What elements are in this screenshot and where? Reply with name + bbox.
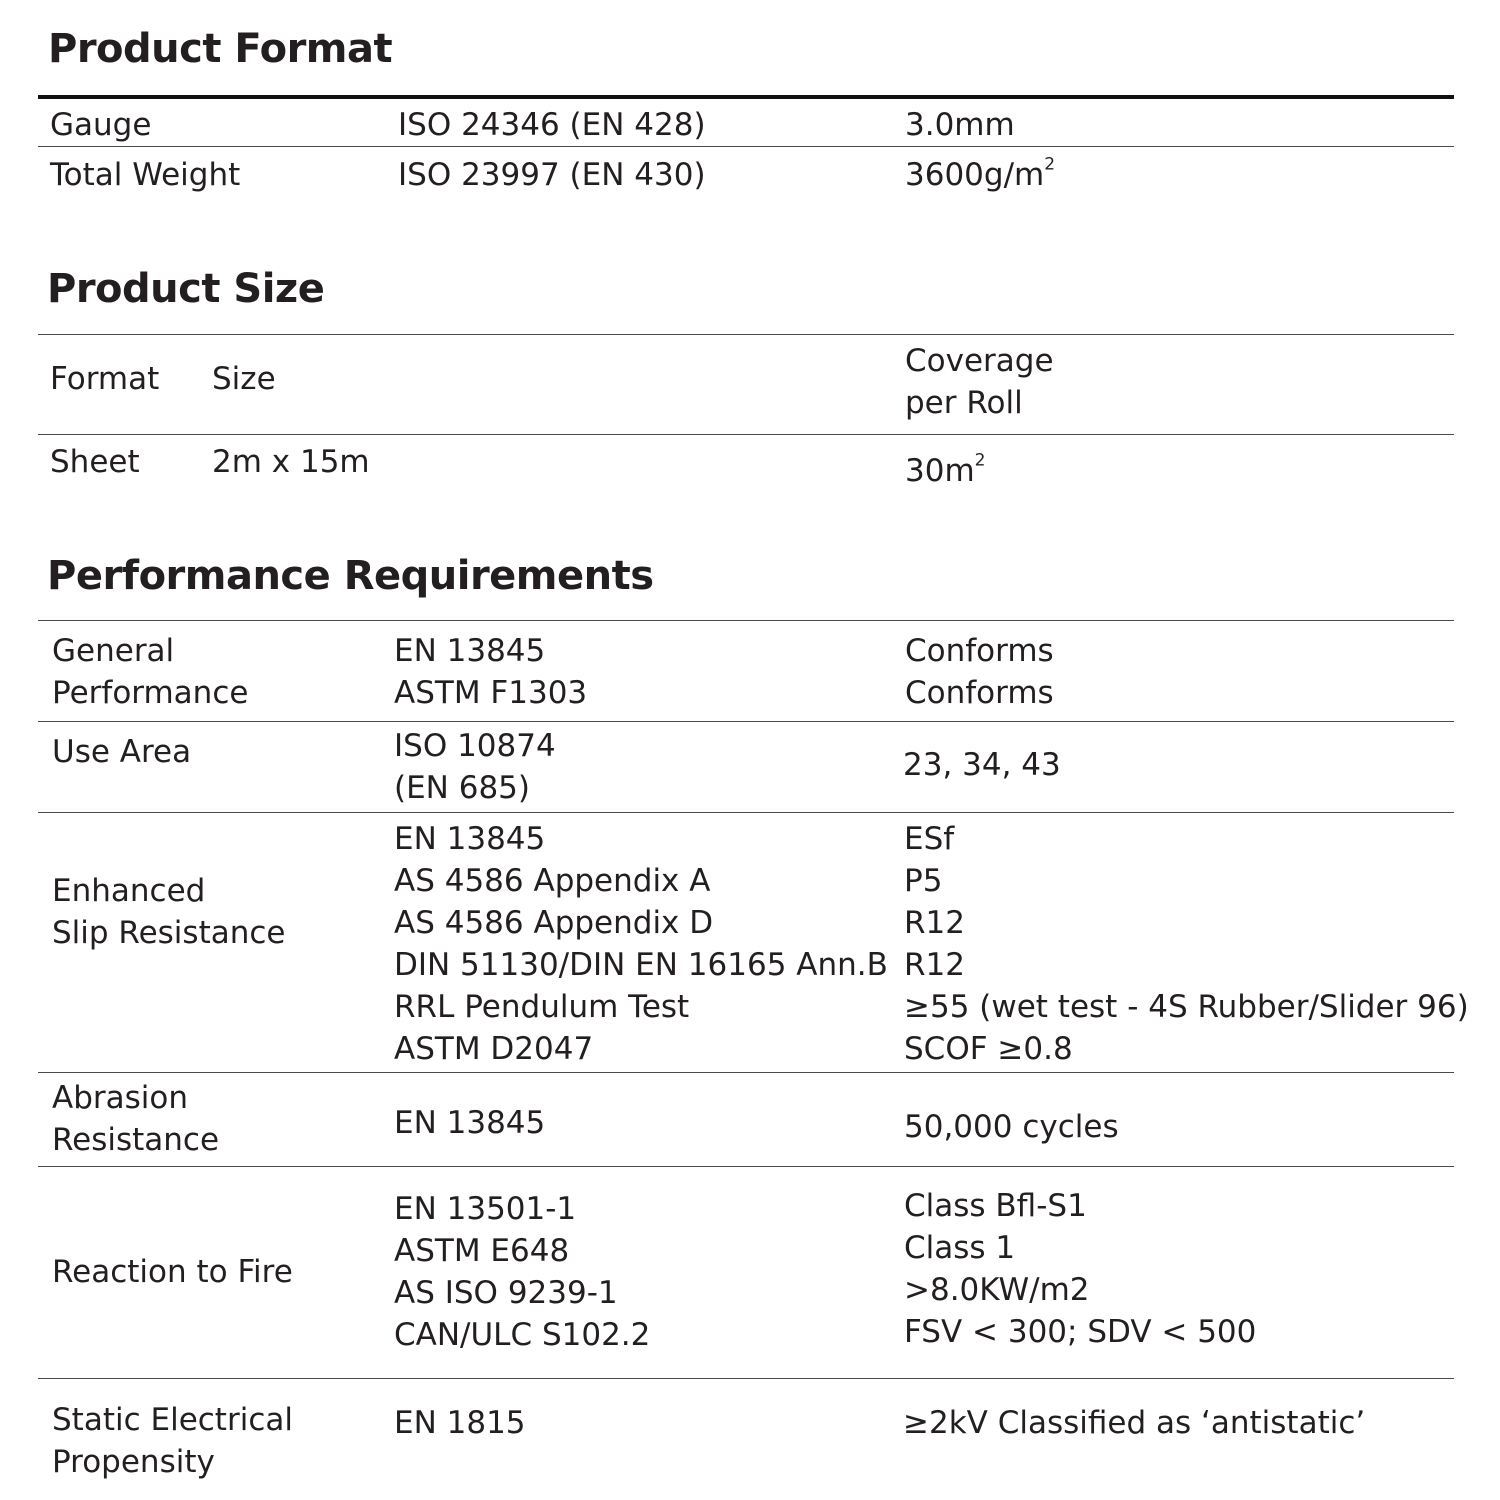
reaction-to-fire-standards: EN 13501-1 ASTM E648 AS ISO 9239-1 CAN/ULC S102.2 [394,1191,651,1353]
product-size-title: Product Size [47,266,325,312]
reaction-to-fire-values: Class Bfl-S1 Class 1 >8.0KW/m2 FSV < 300; SDV < 500 [904,1188,1257,1350]
row-divider [38,721,1454,722]
performance-title: Performance Requirements [47,553,654,599]
format-header: Format [50,361,160,397]
product-format-title: Product Format [48,26,393,72]
general-performance-values: Conforms Conforms [905,633,1054,711]
general-performance-standards: EN 13845 ASTM F1303 [394,633,588,711]
reaction-to-fire-label: Reaction to Fire [52,1254,293,1290]
total-weight-label: Total Weight [50,157,241,193]
row-divider [38,146,1454,147]
section-divider [38,95,1454,99]
sheet-format: Sheet [50,444,140,480]
section-divider [38,620,1454,621]
total-weight-standard: ISO 23997 (EN 430) [398,157,706,193]
slip-resistance-standards: EN 13845 AS 4586 Appendix A AS 4586 Appendix D DIN 51130/DIN EN 16165 Ann.B RRL Pendulum Test ASTM D2047 [394,821,888,1067]
gauge-standard: ISO 24346 (EN 428) [398,107,706,143]
sheet-coverage: $30m^2$ [905,450,986,489]
use-area-values: 23, 34, 43 [903,747,1061,783]
gauge-label: Gauge [50,107,152,143]
use-area-standards: ISO 10874 (EN 685) [394,728,556,806]
static-electrical-standards: EN 1815 [394,1405,526,1441]
coverage-header: Coverage per Roll [905,343,1054,421]
abrasion-resistance-label: Abrasion Resistance [52,1080,220,1158]
abrasion-resistance-values: 50,000 cycles [904,1109,1119,1145]
size-header: Size [212,361,276,397]
static-electrical-values: ≥2kV Classified as ‘antistatic’ [903,1405,1366,1441]
slip-resistance-values: ESf P5 R12 R12 ≥55 (wet test - 4S Rubber/Slider 96) SCOF ≥0.8 [904,821,1469,1067]
row-divider [38,434,1454,435]
total-weight-value: $3600g/m^2$ [905,154,1056,193]
general-performance-label: General Performance [52,633,249,711]
row-divider [38,812,1454,813]
static-electrical-label: Static Electrical Propensity [52,1402,293,1480]
row-divider [38,1072,1454,1073]
slip-resistance-label: Enhanced Slip Resistance [52,873,286,951]
section-divider [38,334,1454,335]
use-area-label: Use Area [52,734,192,770]
abrasion-resistance-standards: EN 13845 [394,1105,546,1141]
sheet-size: 2m x 15m [212,444,370,480]
row-divider [38,1378,1454,1379]
gauge-value: 3.0mm [905,107,1015,143]
row-divider [38,1166,1454,1167]
